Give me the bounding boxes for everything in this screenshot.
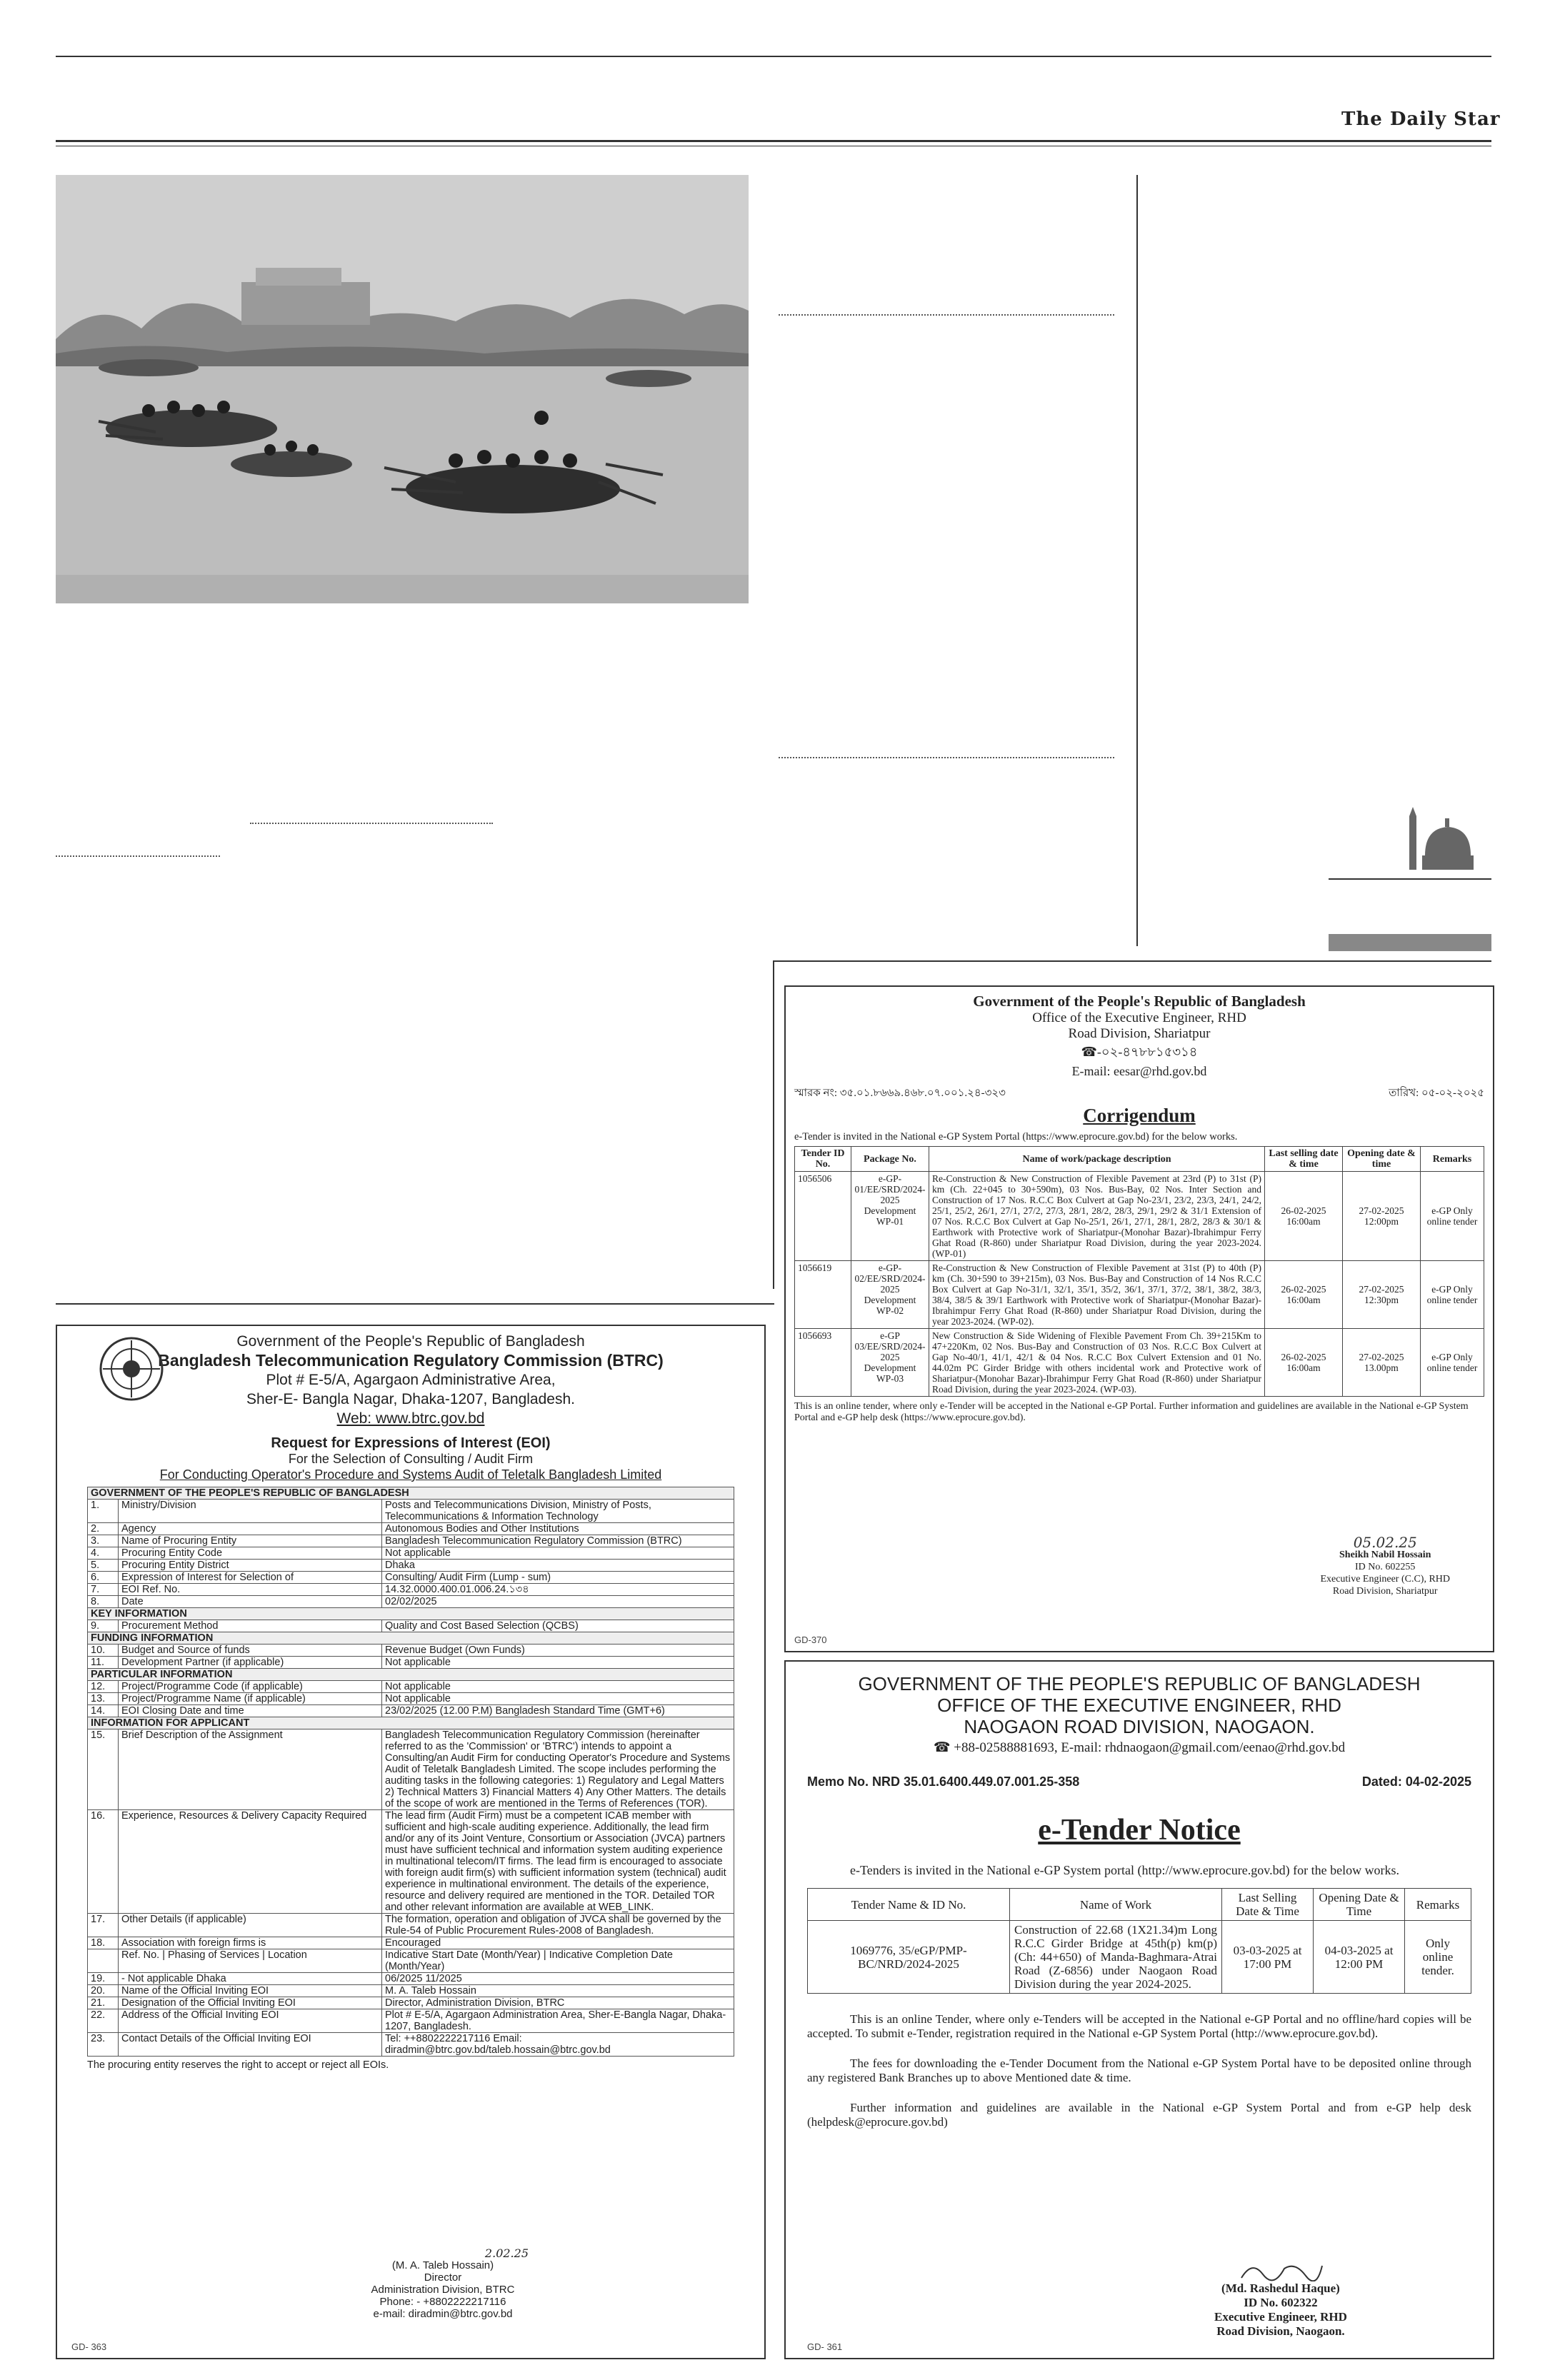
table-row [88,1914,734,1937]
col-header: Opening Date & Time [1314,1889,1405,1921]
memo-date: তারিখ: ০৫-০২-২০২৫ [1389,1088,1484,1099]
row-number: 1. [88,1500,119,1523]
row-number: 23. [88,2033,119,2057]
row-number: 16. [88,1810,119,1914]
table-row [88,1705,734,1717]
mosque-icon [1404,805,1475,877]
row-number: 10. [88,1645,119,1657]
table-row [88,2033,734,2057]
para-2: The fees for downloading the e-Tender Document from the National e-GP System Portal have to be deposited online through any registered Bank Branches up to above Mentioned date & time. [807,2057,1471,2084]
divider-1 [779,314,1114,316]
btrc-logo [99,1336,164,1402]
row-label: Association with foreign firms is [119,1937,382,1949]
addr-line-1: Plot # E-5/A, Agargaon Administrative Area, [266,1372,556,1388]
section-heading: FUNDING INFORMATION [88,1632,734,1645]
opening-date: 27-02-2025 12:00pm [1343,1172,1421,1261]
section-row [88,1669,734,1681]
office-line: OFFICE OF THE EXECUTIVE ENGINEER, RHD [937,1694,1341,1716]
row-value: The formation, operation and obligation of JVCA shall be governed by the Rule-54 of Public Procurement Rules-2008 of Bangladesh. [382,1914,734,1937]
row-value: The lead firm (Audit Firm) must be a competent ICAB member with sufficient and high-scale auditing experience. Additionally, the lead firm and/or any of its Joint Venture, Consortium or Association (JVCA) partners must have sufficient technical and information system auditing experience in multinational telecom/IT firms. The lead firm is encouraged to associate with foreign audit firm(s) with sufficient information system (technical) audit experience in multinational environment. The details of the experience, resource and delivery required are mentioned in the TOR. Detailed TOR and other relevant information are available at WEB_LINK. [382,1810,734,1914]
row-number [88,1949,119,1973]
footer-text: This is an online tender, where only e-Tender will be accepted in the National e-GP Portal. Further information and guidelines are available in the National e-GP System Portal and e-GP help desk (https://www.eprocure.gov.bd). [794,1401,1469,1423]
gov-title: Government of the People's Republic of Bangladesh [973,993,1306,1010]
row-label: EOI Ref. No. [119,1584,382,1596]
table-row [795,1172,1484,1261]
row-value: Autonomous Bodies and Other Institutions [382,1523,734,1535]
gray-bar [1329,934,1491,951]
row-label: Procuring Entity Code [119,1547,382,1560]
work-desc: Re-Construction & New Construction of Flexible Pavement at 31st (P) to 40th (P) km (Ch. 30+590 to 39+215m), 03 Nos. Bus-Bay and Construction of 14 Nos R.C.C Box Culvert at Gap No-31/1, 32/1, 35/1, 35/2, 36/1, 37/1, 37/2, 38/1, 38/2, 38/3, 38/4, 38/5 & 39/1 Earthwork with Protective work of Shariatpur-(Monohar Bazar)-Ibrahimpur Ferry Ghat Road (R-860) under Shariatpur Road Division, during the year 2023-2024. (WP-02). [929,1261,1265,1329]
table-row [88,1681,734,1693]
row-number: 11. [88,1657,119,1669]
row-label: Name of Procuring Entity [119,1535,382,1547]
table-row [88,1997,734,2009]
signature: 05.02.25 [1353,1534,1417,1551]
col-header: Remarks [1421,1147,1484,1172]
row-number: 18. [88,1937,119,1949]
gd-code: GD- 361 [807,2341,843,2352]
col-header: Last selling date & time [1265,1147,1343,1172]
tender-id: 1056506 [795,1172,851,1261]
intro-text: e-Tenders is invited in the National e-GP System portal (http://www.eprocure.gov.bd) for the below works. [850,1863,1400,1877]
row-number: 14. [88,1705,119,1717]
table-row [795,1261,1484,1329]
row-label: Expression of Interest for Selection of [119,1572,382,1584]
row-number: 15. [88,1729,119,1810]
row-number: 9. [88,1620,119,1632]
row-number: 21. [88,1997,119,2009]
row-value: Tel: ++8802222217116 Email: diradmin@btrc.gov.bd/taleb.hossain@btrc.gov.bd [382,2033,734,2057]
intro-text: e-Tender is invited in the National e-GP System Portal (https://www.eprocure.gov.bd) for the below works. [794,1131,1238,1143]
website: Web: www.btrc.gov.bd [336,1410,485,1427]
row-value: Quality and Cost Based Selection (QCBS) [382,1620,734,1632]
signer-id: ID No. 602322 [1244,2296,1318,2309]
gd-code: GD- 363 [71,2341,107,2352]
table-row [88,1584,734,1596]
row-value: Plot # E-5/A, Agargaon Administration Area, Sher-E-Bangla Nagar, Dhaka-1207, Bangladesh. [382,2009,734,2033]
table-row [88,1645,734,1657]
row-number: 12. [88,1681,119,1693]
row-number: 4. [88,1547,119,1560]
table-row [88,1810,734,1914]
row-number: 19. [88,1973,119,1985]
row-number: 3. [88,1535,119,1547]
signer-id: ID No. 602255 [1355,1562,1416,1572]
col-header: Name of Work [1010,1889,1222,1921]
boat-race-photo [56,175,749,603]
section-heading: GOVERNMENT OF THE PEOPLE'S REPUBLIC OF BANGLADESH [88,1487,734,1500]
contact-line: ☎ +88-02588881693, E-mail: rhdnaogaon@gmail.com/eenao@rhd.gov.bd [933,1740,1346,1755]
package-no: e-GP-02/EE/SRD/2024-2025 Development WP-02 [851,1261,929,1329]
row-number: 2. [88,1523,119,1535]
row-label: Agency [119,1523,382,1535]
eoi-title: Request for Expressions of Interest (EOI) [271,1435,551,1451]
table-row [88,1560,734,1572]
tender-table [794,1146,1484,1397]
col-header: Tender ID No. [795,1147,851,1172]
row-label: Procuring Entity District [119,1560,382,1572]
row-label: Brief Description of the Assignment [119,1729,382,1810]
corrigendum-title: Corrigendum [1083,1105,1196,1126]
mosque-rule [1329,878,1491,880]
org-name: Bangladesh Telecommunication Regulatory Commission (BTRC) [158,1351,664,1370]
row-value: M. A. Taleb Hossain [382,1985,734,1997]
row-label: Project/Programme Name (if applicable) [119,1693,382,1705]
signer-name: Sheikh Nabil Hossain [1339,1550,1431,1560]
phone: ☎-০২-৪৭৮৮১৫৩১৪ [1081,1045,1198,1059]
btrc-eoi-ad [56,1325,766,2359]
col-header: Last Selling Date & Time [1222,1889,1314,1921]
memo-date: Dated: 04-02-2025 [1361,1774,1471,1789]
row-value: 02/02/2025 [382,1596,734,1608]
selling-date: 26-02-2025 16:00am [1265,1172,1343,1261]
row-number: 17. [88,1914,119,1937]
table-row [88,1949,734,1973]
reserve-text: The procuring entity reserves the right to accept or reject all EOIs. [87,2059,389,2071]
row-value: Not applicable [382,1681,734,1693]
tender-id: 1069776, 35/eGP/PMP-BC/NRD/2024-2025 [808,1921,1010,1994]
gd-code: GD-370 [794,1635,827,1645]
table-row [88,1657,734,1669]
row-value: Indicative Start Date (Month/Year) | Indicative Completion Date (Month/Year) [382,1949,734,1973]
table-row [88,1523,734,1535]
section-heading: PARTICULAR INFORMATION [88,1669,734,1681]
row-label: Date [119,1596,382,1608]
table-row [88,1596,734,1608]
table-row [88,1973,734,1985]
col-header: Tender Name & ID No. [808,1889,1010,1921]
row-number: 8. [88,1596,119,1608]
masthead-logo: The Daily Star [1341,109,1501,130]
section-heading: KEY INFORMATION [88,1608,734,1620]
table-row [88,1500,734,1523]
signer-title: Executive Engineer, RHD [1214,2310,1347,2324]
row-value: Bangladesh Telecommunication Regulatory Commission (hereinafter referred to as the 'Commission' or 'BTRC') intends to appoint a Consulting/an Audit Firm for conducting Operator's Procedure and Systems Audit of Teletalk Bangladesh Limited. The scope includes performing the auditing tasks in the following categories: 1) Regulatory and Legal Matters 2) Technical Matters 3) Financial Matters 4) Any Other Matters. The details of the scope of work are mentioned in the Terms of References (TOR). [382,1729,734,1810]
signer-name: (M. A. Taleb Hossain) [391,2259,494,2271]
row-number: 6. [88,1572,119,1584]
table-row [88,1535,734,1547]
work-desc: Re-Construction & New Construction of Flexible Pavement at 23rd (P) to 31st (P) km (Ch. 22+045 to 30+590m), 03 Nos. Bus-Bay, 02 Nos. Inter Section and Construction of 17 Nos. R.C.C Box Culvert at Gap No-23/1, 23/2, 23/3, 24/1, 24/2, 25/1, 25/2, 26/1, 27/1, 27/2, 27/3, 28/1, 28/2, 28/3, 29/1, 29/2 & 31/1 Extension of 07 Nos. R.C.C Box Culvert at Gap No-25/1, 26/1, 27/1, 28/1, 28/2, 28/3 & 30/1 & Earthwork with Protective work of Shariatpur-(Monohar Bazar)-Ibrahimpur Ferry Ghat Road (R-860) under Shariatpur Road Division, during the year 2023-2024. (WP-01) [929,1172,1265,1261]
gov-line: GOVERNMENT OF THE PEOPLE'S REPUBLIC OF BANGLADESH [858,1673,1421,1694]
row-value: Encouraged [382,1937,734,1949]
para-3: Further information and guidelines are available in the National e-GP System Portal and from e-GP help desk (helpdesk@eprocure.gov.bd) [807,2101,1471,2129]
table-row [88,2009,734,2033]
col-header: Name of work/package description [929,1147,1265,1172]
section-row [88,1632,734,1645]
gov-line: Government of the People's Republic of Bangladesh [236,1333,585,1350]
remarks: Only online tender. [1405,1921,1471,1994]
row-number: 20. [88,1985,119,1997]
row-value: Not applicable [382,1693,734,1705]
division-line: NAOGAON ROAD DIVISION, NAOGAON. [964,1716,1315,1737]
section-row [88,1487,734,1500]
work-name: Construction of 22.68 (1X21.34)m Long R.C.C Girder Bridge at 45th(p) km(p) (Ch: 44+650) of Manda-Baghmara-Atrai Road (Z-6856) under Naogaon Road Division during the year 2024-2025. [1010,1921,1222,1994]
row-value: Not applicable [382,1547,734,1560]
section-rule-left [56,1303,774,1305]
eoi-subtitle-1: For the Selection of Consulting / Audit Firm [288,1452,534,1466]
office-name: Office of the Executive Engineer, RHD [1032,1010,1246,1025]
row-label: Designation of the Official Inviting EOI [119,1997,382,2009]
row-label: Procurement Method [119,1620,382,1632]
signer-email: e-mail: diradmin@btrc.gov.bd [373,2308,513,2320]
corrigendum-ad [784,985,1494,1652]
table-row [795,1329,1484,1397]
row-label: Project/Programme Code (if applicable) [119,1681,382,1693]
signature: 2.02.25 [484,2246,529,2260]
tender-id: 1056693 [795,1329,851,1397]
package-no: e-GP-01/EE/SRD/2024-2025 Development WP-01 [851,1172,929,1261]
signer-division: Administration Division, BTRC [371,2284,515,2296]
section-heading: INFORMATION FOR APPLICANT [88,1717,734,1729]
table-row [88,1547,734,1560]
remarks: e-GP Only online tender [1421,1172,1484,1261]
row-label: Budget and Source of funds [119,1645,382,1657]
row-label: Ref. No. | Phasing of Services | Location [119,1949,382,1973]
row-value: 06/2025 11/2025 [382,1973,734,1985]
signer-phone: Phone: - +8802222217116 [379,2296,506,2308]
work-desc: New Construction & Side Widening of Flexible Pavement From Ch. 39+215Km to 47+220Km, 02 Nos. Bus-Bay and Construction of 03 Nos. R.C.C Box Culvert at Gap No-40/1, 41/1, 42/1 & 04 Nos. R.C.C Box Culvert Extension and 01 No. 44.02m PC Girder Bridge with others incidental work and Protective work of Shariatpur-(Monohar Bazar)-Ibrahimpur Ferry Ghat Road (R-860) under Shariatpur Road Division, during the year 2023-2024. (WP-03). [929,1329,1265,1397]
row-number: 22. [88,2009,119,2033]
addr-line-2: Sher-E- Bangla Nagar, Dhaka-1207, Bangladesh. [246,1391,575,1407]
row-label: Name of the Official Inviting EOI [119,1985,382,1997]
divider-4 [56,855,220,857]
package-no: e-GP 03/EE/SRD/2024-2025 Development WP-03 [851,1329,929,1397]
remarks: e-GP Only online tender [1421,1261,1484,1329]
row-value: Revenue Budget (Own Funds) [382,1645,734,1657]
row-value: Bangladesh Telecommunication Regulatory Commission (BTRC) [382,1535,734,1547]
row-value: Posts and Telecommunications Division, Ministry of Posts, Telecommunications & Information Technology [382,1500,734,1523]
section-row [88,1717,734,1729]
top-rule [56,56,1491,57]
row-value: Dhaka [382,1560,734,1572]
row-label: EOI Closing Date and time [119,1705,382,1717]
divider-2 [779,757,1114,758]
signer-title: Executive Engineer (C.C), RHD [1320,1574,1450,1585]
eoi-subtitle-2: For Conducting Operator's Procedure and Systems Audit of Teletalk Bangladesh Limited [159,1467,662,1482]
selling-date: 03-03-2025 at 17:00 PM [1222,1921,1314,1994]
row-value: 23/02/2025 (12.00 P.M) Bangladesh Standard Time (GMT+6) [382,1705,734,1717]
notice-title: e-Tender Notice [1038,1814,1241,1847]
signer-name: (Md. Rashedul Haque) [1221,2281,1340,2295]
para-1: This is an online Tender, where only e-Tenders will be accepted in the National e-GP Portal and no offline/hard copies will be accepted. To submit e-Tender, registration required in the National e-GP System Portal (http://www.eprocure.gov.bd). [807,2012,1471,2040]
boat-race-illustration [56,175,749,603]
row-label: Ministry/Division [119,1500,382,1523]
row-label: Other Details (if applicable) [119,1914,382,1937]
selling-date: 26-02-2025 16:00am [1265,1261,1343,1329]
etender-table [807,1888,1471,1994]
table-row [808,1921,1471,1994]
masthead-rule-1 [56,140,1491,142]
opening-date: 27-02-2025 12:30pm [1343,1261,1421,1329]
memo-no: স্মারক নং: ৩৫.০১.৮৬৬৯.৪৬৮.০৭.০০১.২৪-৩২৩ [794,1088,1006,1099]
col-header: Package No. [851,1147,929,1172]
divider-3 [250,823,493,824]
row-label: - Not applicable Dhaka [119,1973,382,1985]
eoi-table [87,1487,734,2057]
row-label: Development Partner (if applicable) [119,1657,382,1669]
table-row [88,1693,734,1705]
division-name: Road Division, Shariatpur [1068,1026,1211,1041]
table-row [88,1937,734,1949]
row-value: Not applicable [382,1657,734,1669]
signer-office: Road Division, Shariatpur [1332,1586,1438,1597]
column-rule-2 [773,960,774,1289]
row-label: Experience, Resources & Delivery Capacity Required [119,1810,382,1914]
row-value: Director, Administration Division, BTRC [382,1997,734,2009]
email: E-mail: eesar@rhd.gov.bd [1071,1064,1207,1078]
col-header: Remarks [1405,1889,1471,1921]
col-header: Opening date & time [1343,1147,1421,1172]
signer-office: Road Division, Naogaon. [1216,2324,1345,2338]
signer-title: Director [424,2271,462,2284]
memo-no: Memo No. NRD 35.01.6400.449.07.001.25-358 [807,1774,1080,1789]
row-value: Consulting/ Audit Firm (Lump - sum) [382,1572,734,1584]
row-label: Contact Details of the Official Inviting EOI [119,2033,382,2057]
row-number: 7. [88,1584,119,1596]
table-row [88,1985,734,1997]
naogaon-etender-ad [784,1660,1494,2359]
row-number: 5. [88,1560,119,1572]
row-label: Address of the Official Inviting EOI [119,2009,382,2033]
opening-date: 04-03-2025 at 12:00 PM [1314,1921,1405,1994]
signature-scribble [1214,2260,1347,2281]
table-row [88,1729,734,1810]
tender-id: 1056619 [795,1261,851,1329]
table-row [88,1572,734,1584]
row-value: 14.32.0000.400.01.006.24.১৩৪ [382,1584,734,1596]
section-rule [773,960,1491,962]
selling-date: 26-02-2025 16:00am [1265,1329,1343,1397]
section-row [88,1608,734,1620]
table-row [88,1620,734,1632]
row-number: 13. [88,1693,119,1705]
column-rule [1136,175,1138,946]
remarks: e-GP Only online tender [1421,1329,1484,1397]
opening-date: 27-02-2025 13.00pm [1343,1329,1421,1397]
